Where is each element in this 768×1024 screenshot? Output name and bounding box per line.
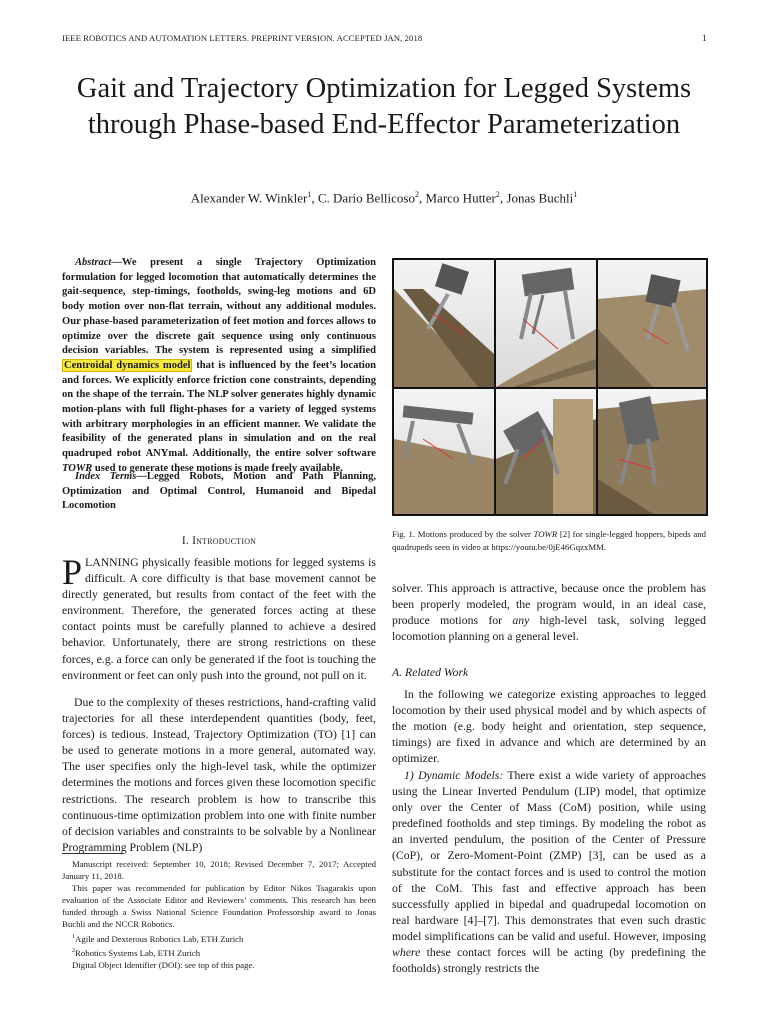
footnote-divider xyxy=(62,853,124,854)
author-list: Alexander W. Winkler$^1$, C. Dario Bellicoso$^2$, Marco Hutter$^2$, Jonas Buchli$^1$ xyxy=(190,190,578,206)
author-4: Jonas Buchli xyxy=(506,190,574,206)
column-2-paragraph-2: In the following we categorize existing approaches to legged locomotion by their used physical model and by which aspects of the motion (e.g. body height and orientation, step sequence, timings) are fixed in advance and which are determined by an optimizer. xyxy=(392,688,706,766)
index-terms-label: Index Terms xyxy=(75,471,137,482)
panel-hopper-box xyxy=(598,260,706,387)
paragraph-label-dynamic-models: 1) Dynamic Models: xyxy=(404,769,504,782)
author-2: C. Dario Bellicoso xyxy=(317,190,415,206)
index-terms: Index Terms—Legged Robots, Motion and Path Planning, Optimization and Optimal Control, Humanoid and Bipedal Locomotion xyxy=(62,471,376,512)
intro-paragraph-1: PLANNING physically feasible motions for legged systems is difficult. A core difficulty is that base movement cannot be directly generated, but results from contact of the feet with the environment. Therefore, the generated forces acting at these contact points must be carefully planned to achieve a desired behavior. Unfortunately, there are strong restrictions on these forces, e.g. a force can only be generated if the foot is touching the environment or feet can only push into the ground, not pull on it. xyxy=(62,552,376,682)
author-3-affiliation: 2 xyxy=(495,190,500,199)
highlighted-phrase[interactable]: Centroidal dynamics model xyxy=(64,359,191,371)
footnote-affiliation-2: $^2$Robotics Systems Lab, ETH Zurich xyxy=(72,947,201,958)
column-2-paragraph-1: solver. This approach is attractive, because once the problem has been properly modeled, the program would, in an ideal case, produce motions for any high-level task, solving legged locomotion planning on a general level. xyxy=(392,582,706,644)
column-2-paragraph-3: 1) Dynamic Models: There exist a wide variety of approaches using the Linear Inverted Pendulum (LIP) model, that optimize only over the Center of Mass (CoM) position, while using predefined footholds and step timings. By modeling the robot as an inverted pendulum, the position of the Center of Pressure (CoP), or Zero-Moment-Point (ZMP) [3], can be used as a substitute for the contact forces and is used to control the motion of the CoM. This fast and effective approach has been successfully applied in bipedal and quadrupedal locomotion on real hardware [4]–[7]. This demonstrates that even such drastic model simplifications can be valid and useful. However, imposing where these contact forces will be acting (by predefining the footholds) strongly restricts the xyxy=(392,769,707,976)
footnote-manuscript: Manuscript received: September 10, 2018; Revised December 7, 2017; Accepted January 11, 2018. xyxy=(62,859,376,882)
panel-biped-ramp xyxy=(394,389,494,514)
abstract-label: Abstract xyxy=(75,257,112,268)
software-name: TOWR xyxy=(62,462,93,474)
author-1-affiliation: 1 xyxy=(307,190,312,199)
paper-title: Gait and Trajectory Optimization for Legged Systems through Phase-based End-Effector Parameterization xyxy=(76,73,692,140)
author-4-affiliation: 1 xyxy=(573,190,578,199)
footnote-affiliation-1: $^1$Agile and Dexterous Robotics Lab, ETH Zurich xyxy=(72,933,244,944)
author-1: Alexander W. Winkler xyxy=(190,190,308,206)
panel-quadruped-wall xyxy=(496,389,596,514)
footnote-recommendation: This paper was recommended for publication by Editor Nikos Tsagarakis upon evaluation of the Associate Editor and Reviewers’ comments. This research has been funded through a Swiss National Science Foundation Professorship award to Jonas Buchli and the NCCR Robotics. xyxy=(62,883,376,930)
subsection-heading-related-work: A. Related Work xyxy=(392,666,469,679)
author-3: Marco Hutter xyxy=(425,190,496,206)
author-2-affiliation: 2 xyxy=(415,190,419,199)
figure-1-caption: Fig. 1. Motions produced by the solver TOWR [2] for single-legged hoppers, bipeds and quadrupeds seen in video at https://youtu.be/0jE46GqzxMM. xyxy=(392,529,706,552)
panel-quadruped-step xyxy=(598,389,706,514)
panel-quadruped-stairs xyxy=(496,260,596,387)
intro-paragraph-2: Due to the complexity of theses restrictions, hand-crafting valid trajectories for all these interdependent quantities (body, feet, forces) is tedious. Instead, Trajectory Optimization (TO) [1] can be used to generate motions in a more general, automated way. The user specifies only the high-level task, while the optimizer determines the motions and forces given these locomotion specific restrictions. The research problem is how to transcribe this continuous-time optimization problem into one with finite number of decision variables and constraints to be solvable by a Nonlinear Programming Problem (NLP) xyxy=(62,696,376,854)
running-header: IEEE ROBOTICS AND AUTOMATION LETTERS. PREPRINT VERSION. ACCEPTED JAN, 2018 xyxy=(62,33,423,43)
figure-1-robot-motions xyxy=(392,258,708,516)
section-heading-introduction: I. Introduction xyxy=(181,534,257,547)
page-number: 1 xyxy=(702,33,707,43)
drop-cap: P xyxy=(62,552,83,592)
abstract: Abstract—We present a single Trajectory Optimization formulation for legged locomotion that automatically determines the gait-sequence, step-timings, footholds, swing-leg motions and 6D body motion over non-flat terrain, without any additional modules. Our phase-based parameterization of feet motion and forces allows to optimize over the discrete gait sequence using only continuous decision variables. The system is represented using a simplified Centroidal dynamics model that is influenced by the feet’s location and forces. We explicitly enforce friction cone constraints, depending on the shape of the terrain. The NLP solver generates highly dynamic motion-plans with full flight-phases for a variety of legged systems with arbitrary morphologies in an efficient manner. We validate the feasibility of the generated plans in simulation and on the real quadruped robot ANYmal. Additionally, the entire solver software TOWR used to generate these motions is made freely available. xyxy=(62,257,376,474)
panel-hopper-gap xyxy=(394,260,494,387)
footnotes xyxy=(62,858,376,971)
footnote-doi: Digital Object Identifier (DOI): see top of this page. xyxy=(72,959,255,970)
figure-1-image xyxy=(393,259,707,515)
